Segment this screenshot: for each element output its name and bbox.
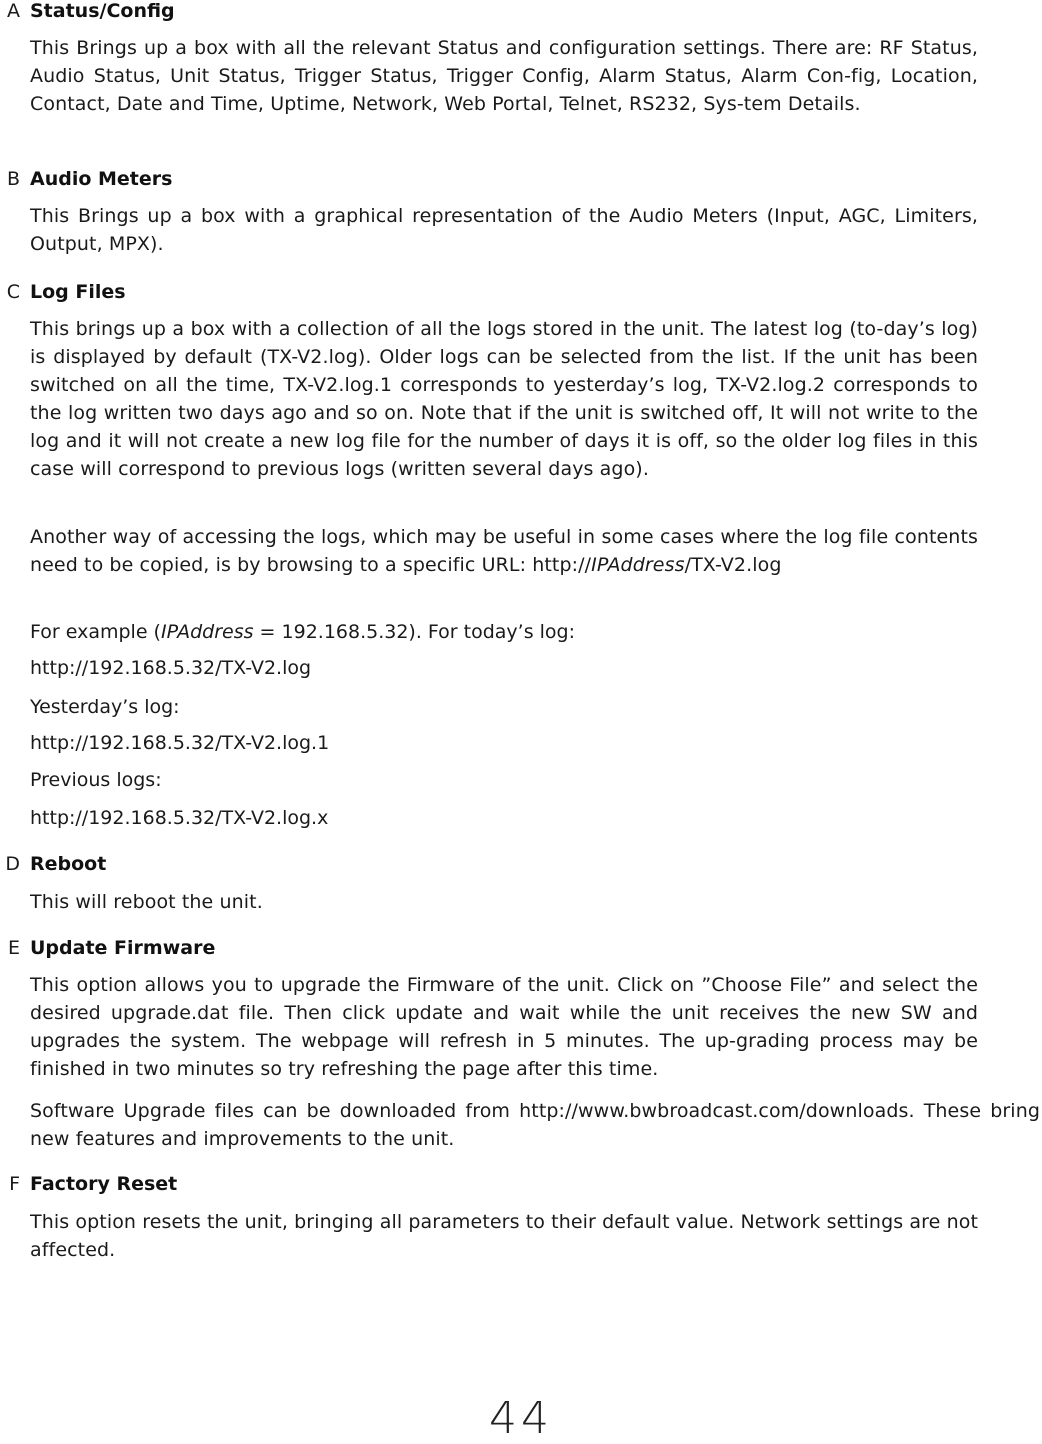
- section-body: This brings up a box with a collection of all the logs stored in the unit. The latest log (to-day’s log) is displayed by default (TX-V2.log). Older logs can be selected from the list. If the unit has been switched on all the time, TX-V2.log.1 corresponds to yesterday’s log, TX-V2.log.2 corresponds to the log written two days ago and so on. Note that if the unit is switched off, It will not write to the log and it will not create a new log file for the number of days it is off, so the older log files in this case will correspond to previous logs (written several days ago).: [30, 318, 978, 480]
- url-note-italic: IPAddress: [591, 554, 685, 576]
- url-yesterday: http://192.168.5.32/TX-V2.log.1: [30, 732, 330, 754]
- url-note-text: Another way of accessing the logs, which may be useful in some cases where the log file contents need to be copied, is by browsing to a specific URL: http://: [30, 526, 978, 576]
- section-body: This option resets the unit, bringing all parameters to their default value. Network settings are not affected.: [30, 1211, 978, 1261]
- url-note-suffix: /TX-V2.log: [684, 554, 782, 576]
- section-letter: A: [7, 0, 20, 22]
- label-previous: Previous logs:: [30, 769, 162, 791]
- section-body: This Brings up a box with all the relevant Status and configuration settings. There are: RF Status, Audio Status, Unit Status, Trigger Status, Trigger Config, Alarm Status, Alarm Con-fig, Location, Contact, Date and Time, Uptime, Network, Web Portal, Telnet, RS232, Sys-tem Details.: [30, 37, 978, 115]
- section-title: Status/Config: [30, 0, 175, 22]
- section-letter: F: [9, 1173, 20, 1195]
- section-title: Log Files: [30, 281, 126, 303]
- section-letter: C: [6, 281, 20, 303]
- url-today: http://192.168.5.32/TX-V2.log: [30, 657, 312, 679]
- section-title: Audio Meters: [30, 168, 173, 190]
- example-line: [30, 619, 575, 645]
- example-italic: IPAddress: [160, 621, 254, 643]
- example-text: For example (: [30, 621, 161, 643]
- section-title: Reboot: [30, 853, 107, 875]
- url-previous: http://192.168.5.32/TX-V2.log.x: [30, 807, 329, 829]
- section-title: Update Firmware: [30, 937, 216, 959]
- label-yesterday: Yesterday’s log:: [30, 696, 180, 718]
- example-suffix: = 192.168.5.32). For today’s log:: [253, 621, 576, 643]
- section-body-url-note: [30, 523, 978, 579]
- section-letter: B: [6, 168, 20, 190]
- section-body: This will reboot the unit.: [30, 891, 263, 913]
- section-body-downloads: Software Upgrade files can be downloaded from http://www.bwbroadcast.com/downloads. These bring new features and improvements to the unit.: [30, 1100, 1040, 1150]
- section-body: This option allows you to upgrade the Firmware of the unit. Click on ”Choose File” and select the desired upgrade.dat file. Then click update and wait while the unit receives the new SW and upgrades the system. The webpage will refresh in 5 minutes. The up-grading process may be finished in two minutes so try refreshing the page after this time.: [30, 974, 978, 1080]
- section-letter: D: [5, 853, 20, 875]
- page-number: 44: [489, 1393, 553, 1444]
- section-letter: E: [7, 937, 20, 959]
- section-body: This Brings up a box with a graphical representation of the Audio Meters (Input, AGC, Limiters, Output, MPX).: [30, 205, 978, 255]
- section-title: Factory Reset: [30, 1173, 178, 1195]
